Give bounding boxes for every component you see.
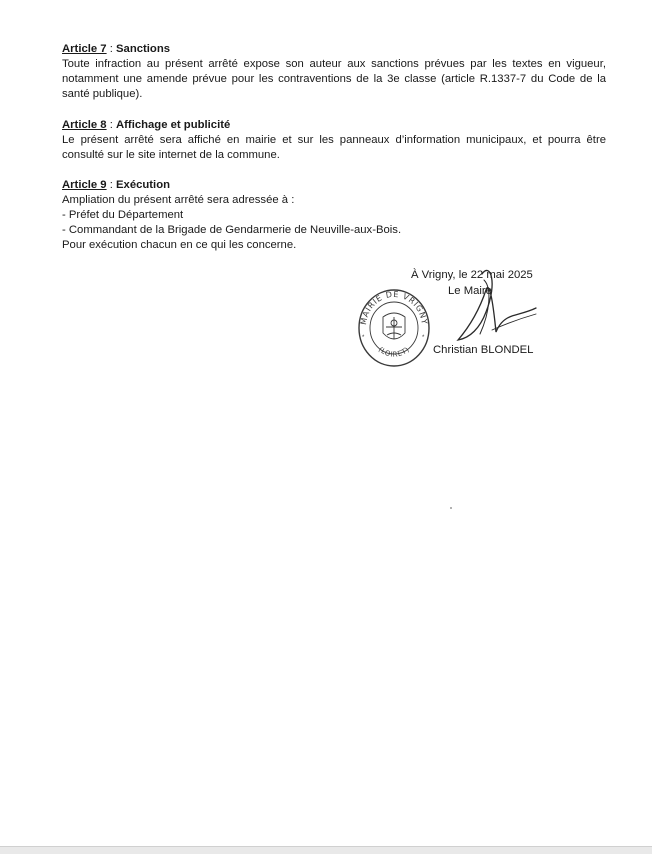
mairie-stamp: [356, 287, 432, 369]
article-body: Le présent arrêté sera affiché en mairie et sur les panneaux d’information municipaux, et pourra être consulté sur le site internet de la commune.: [62, 134, 606, 161]
signatory-name: Christian BLONDEL: [433, 344, 534, 356]
stamp-bottom-text: (LOIRET): [376, 345, 412, 359]
stamp-emblem: [383, 313, 405, 339]
stamp-star-left: *: [362, 335, 365, 341]
stamp-top-text: MAIRIE DE VRIGNY: [358, 289, 430, 326]
article-heading: [62, 42, 606, 57]
article-title: Exécution: [116, 179, 171, 191]
article-separator: :: [106, 43, 117, 55]
article-heading: [62, 118, 606, 133]
article-number: Article 7: [62, 43, 107, 55]
scan-artifact: [450, 507, 452, 509]
signature-role: Le Maire: [448, 285, 492, 297]
stamp-star-right: *: [422, 335, 425, 341]
article-8: [62, 118, 606, 163]
article-title: Sanctions: [116, 43, 171, 55]
recipient-line: - Commandant de la Brigade de Gendarmerie de Neuville-aux-Bois.: [62, 224, 402, 236]
article-7: [62, 42, 606, 102]
article-title: Affichage et publicité: [116, 119, 231, 131]
handwritten-signature: [440, 252, 540, 352]
article-body: Toute infraction au présent arrêté expose son auteur aux sanctions prévues par les textes en vigueur, notamment une amende prévue pour les contraventions de la 3e classe (article R.1337-7 du Code de la santé publique).: [62, 58, 606, 100]
recipient-line: - Préfet du Département: [62, 209, 184, 221]
article-body-line: Ampliation du présent arrêté sera adressée à :: [62, 194, 295, 206]
article-number: Article 9: [62, 179, 107, 191]
signature-place-date: À Vrigny, le 22 mai 2025: [411, 269, 533, 281]
article-9: [62, 178, 606, 253]
article-heading: [62, 178, 606, 193]
article-separator: :: [106, 119, 117, 131]
article-separator: :: [106, 179, 117, 191]
article-number: Article 8: [62, 119, 107, 131]
article-body-line: Pour exécution chacun en ce qui les concerne.: [62, 239, 297, 251]
